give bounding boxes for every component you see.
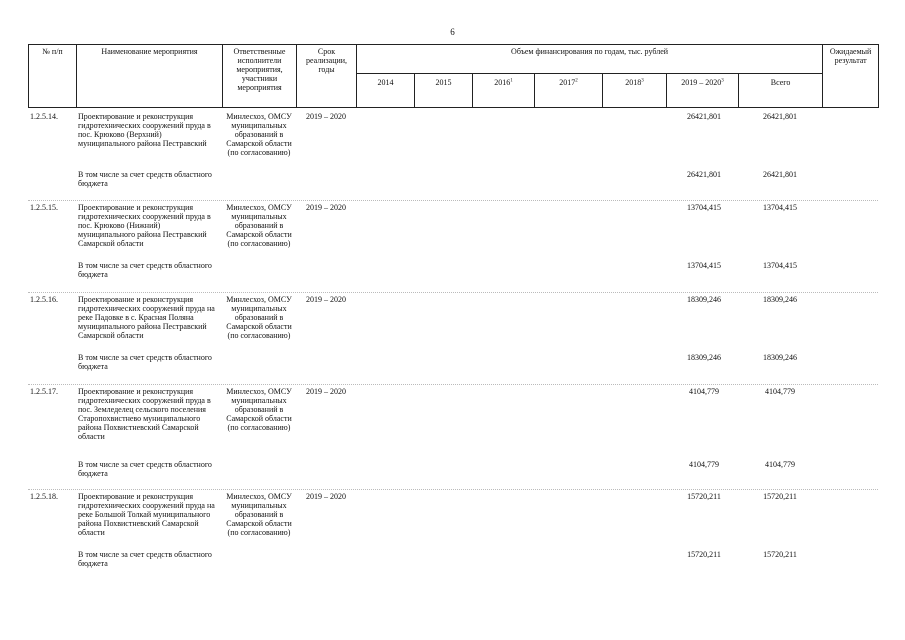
row-term: 2019 – 2020 (306, 295, 346, 304)
year-footnote: 2 (575, 78, 578, 84)
row-sub-2019-2020-value: 18309,246 (687, 353, 721, 362)
year-footnote: 1 (510, 78, 513, 84)
year-label: Всего (770, 78, 791, 88)
row-number: 1.2.5.16. (30, 295, 58, 304)
header-year (603, 74, 667, 108)
row-term: 2019 – 2020 (306, 387, 346, 396)
page-number: 6 (450, 27, 455, 37)
header-year (739, 74, 823, 108)
row-name: Проектирование и реконструкция гидротехнических сооружений пруда в пос. Земледелец сельского поселения Старопохвистнево муниципального района Похвистневский Самарской области (78, 387, 211, 441)
row-sub-2019-2020-value: 4104,779 (689, 460, 719, 469)
table-row (28, 110, 878, 201)
header-year (473, 74, 535, 108)
row-sub-total-value: 4104,779 (765, 460, 795, 469)
row-total-value: 26421,801 (763, 112, 797, 121)
row-number: 1.2.5.17. (30, 387, 58, 396)
row-sub-total-value: 26421,801 (763, 170, 797, 179)
table-row (28, 385, 878, 490)
row-term: 2019 – 2020 (306, 112, 346, 121)
row-term: 2019 – 2020 (306, 492, 346, 501)
header-result: Ожидаемый результат (823, 45, 879, 108)
header-year (357, 74, 415, 108)
header-term: Срок реализации, годы (297, 45, 357, 108)
row-responsible: Минлесхоз, ОМСУ муниципальных образований в Самарской области (по согласованию) (226, 112, 292, 157)
year-footnote: 3 (641, 78, 644, 84)
year-label: 2014 (377, 78, 394, 88)
year-label: 2019 – 2020 (681, 78, 722, 88)
table-body (28, 110, 878, 580)
table-row (28, 490, 878, 580)
year-label: 2017 (559, 78, 576, 88)
row-term: 2019 – 2020 (306, 203, 346, 212)
row-2019-2020-value: 18309,246 (687, 295, 721, 304)
row-sub-total-value: 15720,211 (763, 550, 797, 559)
year-footnote: 3 (721, 78, 724, 84)
row-name: Проектирование и реконструкция гидротехнических сооружений пруда на реке Падовке в с. Красная Поляна муниципального района Пестравский Самарской области (78, 295, 215, 340)
row-number: 1.2.5.15. (30, 203, 58, 212)
row-total-value: 18309,246 (763, 295, 797, 304)
row-responsible: Минлесхоз, ОМСУ муниципальных образований в Самарской области (по согласованию) (226, 387, 292, 432)
header-year (667, 74, 739, 108)
row-2019-2020-value: 4104,779 (689, 387, 719, 396)
header-year (535, 74, 603, 108)
header-resp: Ответственные исполнители мероприятия, участники мероприятия (223, 45, 297, 108)
header-num: № п/п (29, 45, 77, 108)
row-name: Проектирование и реконструкция гидротехнических сооружений пруда в пос. Крюково (Верхний) муниципального района Пестравский (78, 112, 211, 148)
header-funding: Объем финансирования по годам, тыс. рублей (357, 45, 823, 74)
row-total-value: 13704,415 (763, 203, 797, 212)
row-total-value: 4104,779 (765, 387, 795, 396)
table-header (28, 44, 879, 108)
row-name: Проектирование и реконструкция гидротехнических сооружений пруда в пос. Крюково (Нижний) муниципального района Пестравский Самарской области (78, 203, 211, 248)
table-row (28, 201, 878, 293)
row-responsible: Минлесхоз, ОМСУ муниципальных образований в Самарской области (по согласованию) (226, 203, 292, 248)
row-name: Проектирование и реконструкция гидротехнических сооружений пруда на реке Большой Толкай муниципального района Похвистневский Самарской области (78, 492, 215, 537)
row-sub-name: В том числе за счет средств областного бюджета (78, 353, 212, 371)
row-2019-2020-value: 26421,801 (687, 112, 721, 121)
row-sub-total-value: 18309,246 (763, 353, 797, 362)
row-sub-name: В том числе за счет средств областного бюджета (78, 550, 212, 568)
table-row (28, 293, 878, 385)
row-number: 1.2.5.14. (30, 112, 58, 121)
row-total-value: 15720,211 (763, 492, 797, 501)
row-sub-name: В том числе за счет средств областного бюджета (78, 460, 212, 478)
row-sub-2019-2020-value: 15720,211 (687, 550, 721, 559)
row-sub-total-value: 13704,415 (763, 261, 797, 270)
header-name: Наименование мероприятия (77, 45, 223, 108)
year-label: 2016 (494, 78, 511, 88)
row-sub-name: В том числе за счет средств областного бюджета (78, 261, 212, 279)
row-2019-2020-value: 13704,415 (687, 203, 721, 212)
header-year (415, 74, 473, 108)
row-number: 1.2.5.18. (30, 492, 58, 501)
year-label: 2018 (625, 78, 642, 88)
row-2019-2020-value: 15720,211 (687, 492, 721, 501)
row-responsible: Минлесхоз, ОМСУ муниципальных образований в Самарской области (по согласованию) (226, 492, 292, 537)
year-label: 2015 (435, 78, 452, 88)
row-sub-2019-2020-value: 26421,801 (687, 170, 721, 179)
row-sub-name: В том числе за счет средств областного бюджета (78, 170, 212, 188)
row-sub-2019-2020-value: 13704,415 (687, 261, 721, 270)
row-responsible: Минлесхоз, ОМСУ муниципальных образований в Самарской области (по согласованию) (226, 295, 292, 340)
